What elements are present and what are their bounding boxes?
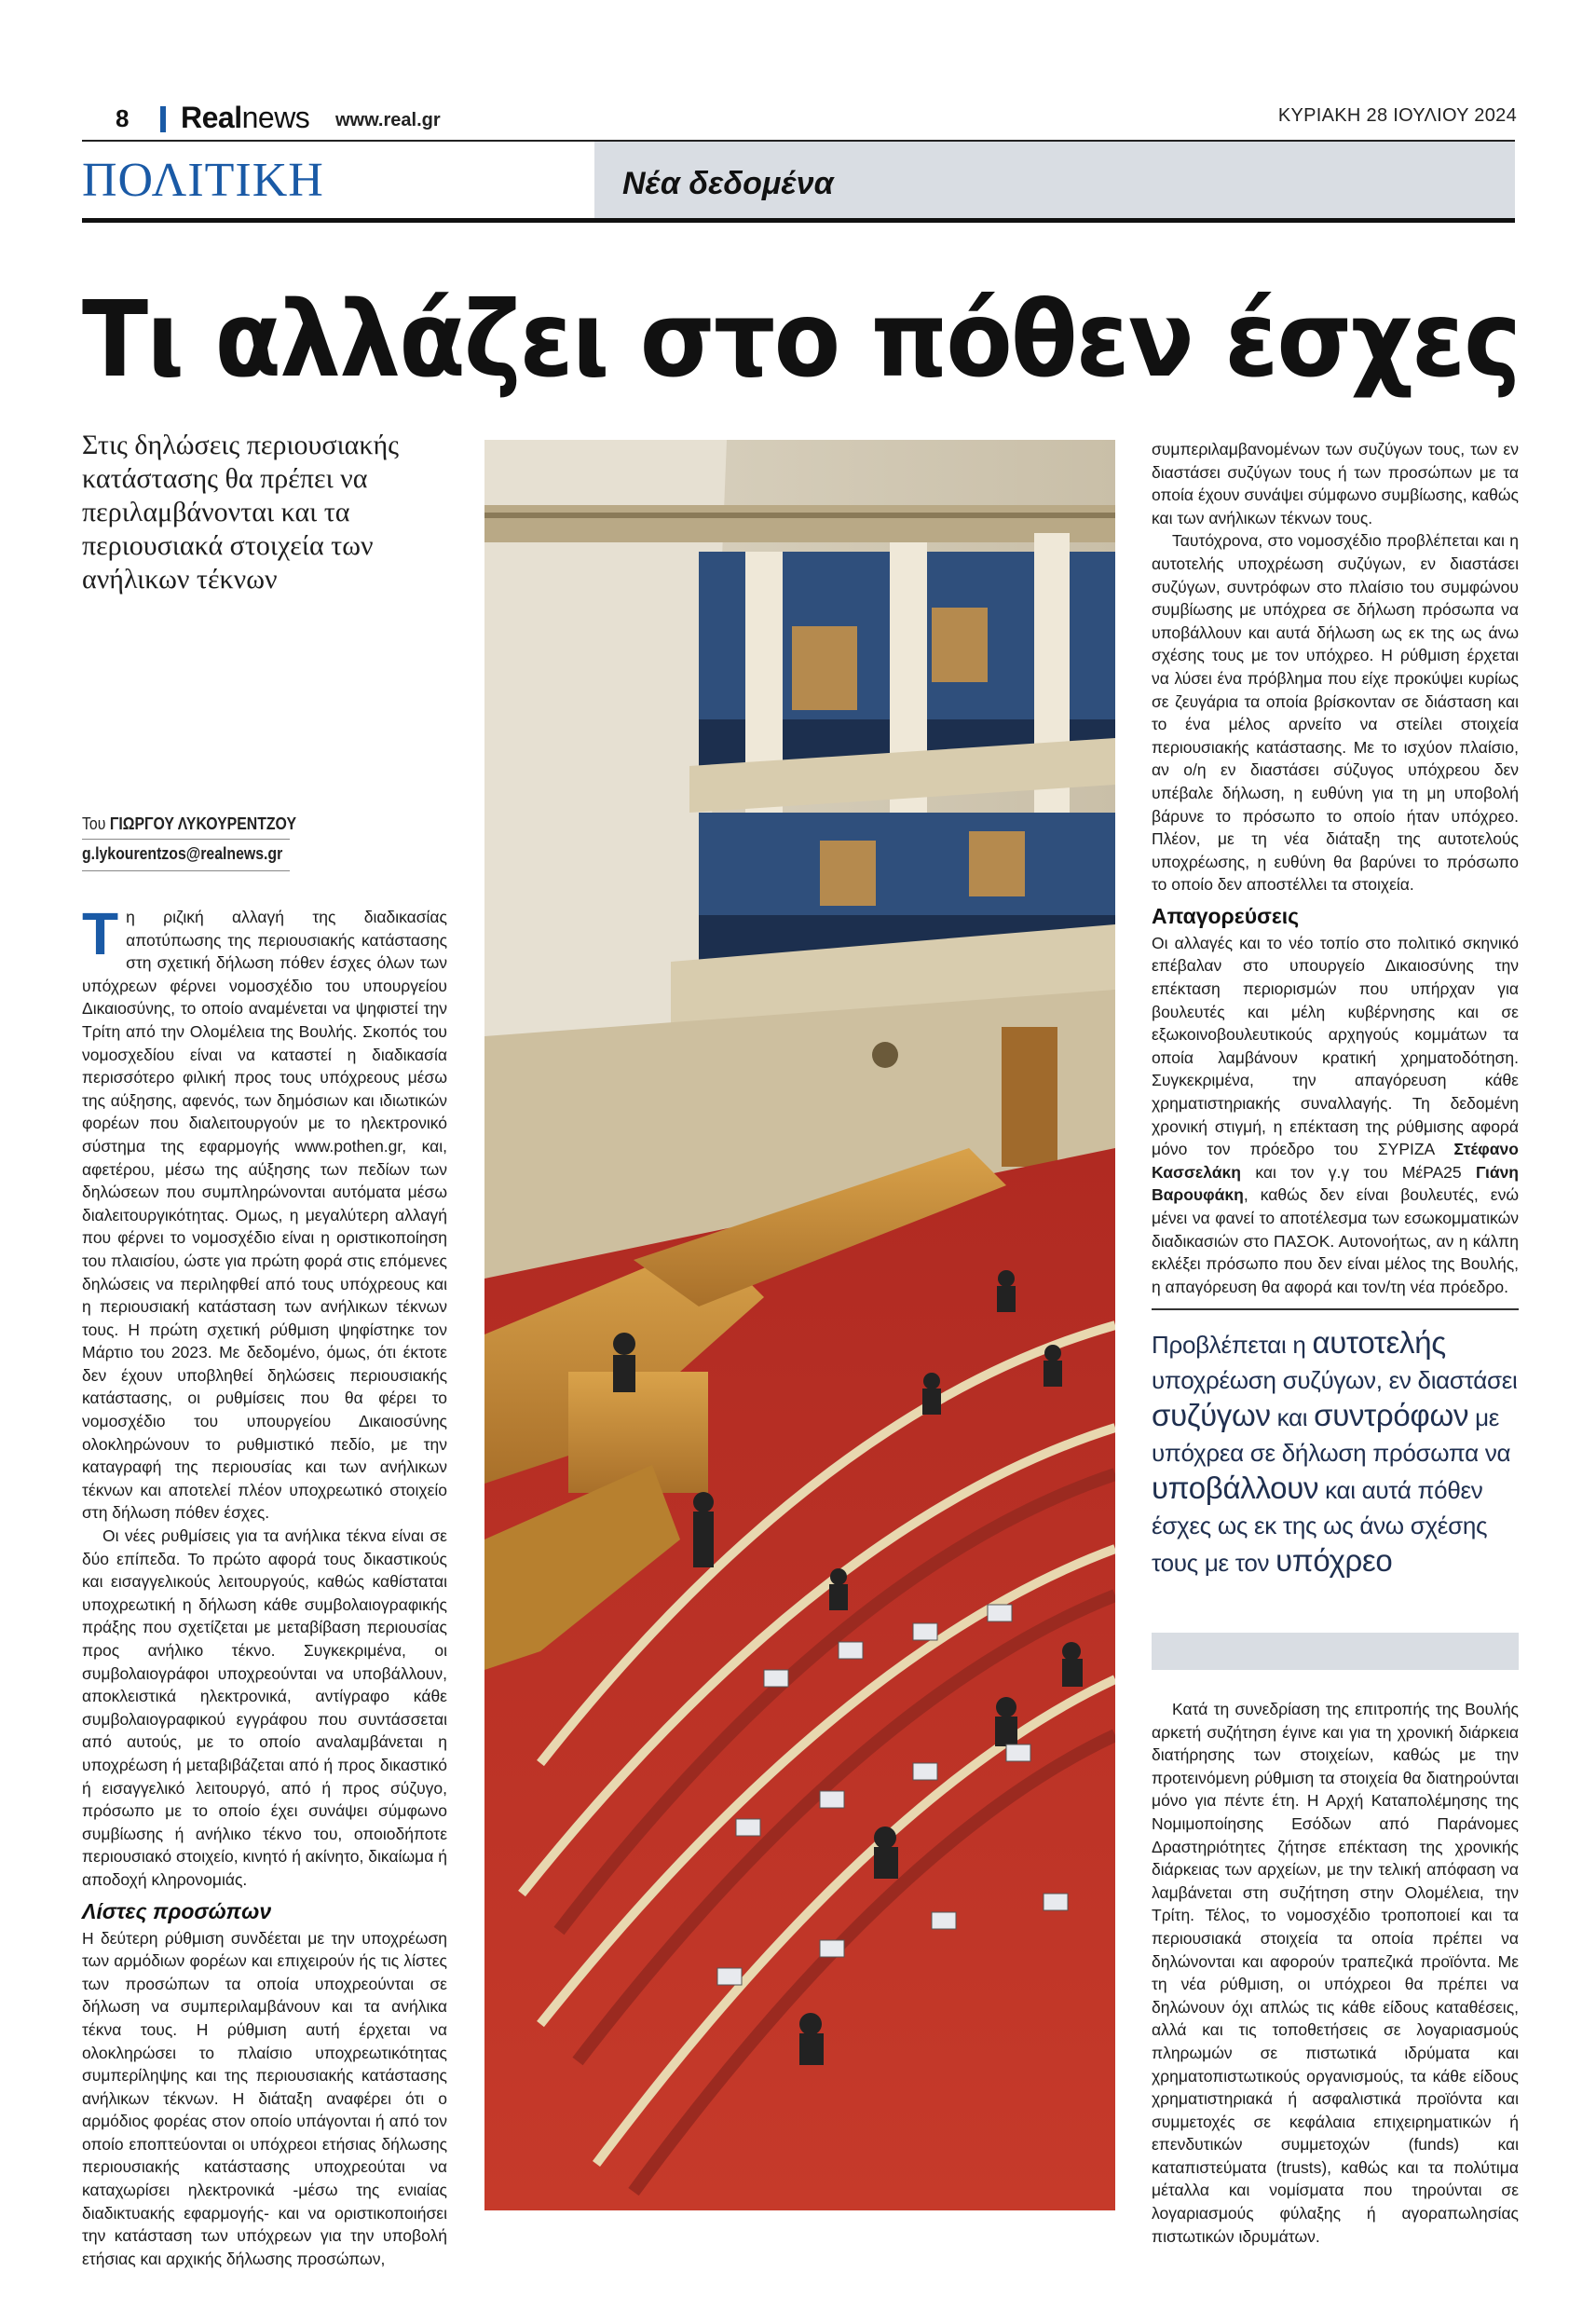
drop-cap: Τ: [82, 900, 119, 967]
pullquote-emphasis: συζύγων: [1152, 1398, 1271, 1432]
brand-logo-bold: Real: [181, 101, 242, 134]
email-divider: [82, 870, 290, 871]
paragraph: Οι νέες ρυθμίσεις για τα ανήλικα τέκνα είναι σε δύο επίπεδα. Το πρώτο αφορά τους δικαστικούς και εισαγγελικούς λειτουργούς, καθώς καθίσταται υποχρεωτική η δήλωση κάθε συμβολαιογραφικής πράξης που σχετίζεται με μεταβίβαση περιουσίας προς ανήλικο τέκνο. Συγκεκριμένα, οι συμβολαιογράφοι υποχρεούνται να υποβάλλουν, αποκλειστικά ηλεκτρονικά, αντίγραφο κάθε συμβολαιογραφικού εγγράφου που συντάσσεται από αυτούς, με το οποίο αναλαμβάνεται η υποχρέωση ή μεταβιβάζεται από ή προς δικαστικό ή εισαγγελικό λειτουργό, από ή προς σύζυγο, πρόσωπο με το οποίο έχει συνάψει σύμφωνο συμβίωσης ή ανήλικο τέκνο του, οποιοδήποτε περιουσιακό στοιχείο, κινητό ή ακίνητο, δικαίωμα ή αποδοχή κληρονομιάς.: [82, 1526, 447, 1889]
page-number: 8: [116, 104, 130, 132]
issue-date: ΚΥΡΙΑΚΗ 28 ΙΟΥΛΙΟΥ 2024: [1277, 105, 1517, 126]
pullquote-text: και αυτά πόθεν έσχες ως εκ της ως άνω σχέσης τους με τον: [1152, 1476, 1488, 1577]
subheading-lists: Λίστες προσώπων: [82, 1898, 272, 1923]
parliament-photo: [484, 440, 1115, 2210]
byline: [82, 814, 296, 834]
paragraph-text: Οι αλλαγές και το νέο τοπίο στο πολιτικό σκηνικό επέβαλαν στο υπουργείο Δικαιοσύνης την επέκταση περιορισμών που υπήρχαν για βουλευτές και μέλη κυβέρνησης και σε εξωκοινοβουλευτικούς αρχηγούς κομμάτων τα οποία λαμβάνουν κρατική χρηματοδότηση. Συγκεκριμένα, την απαγόρευση κάθε χρηματιστηριακής συναλλαγής. Τη δεδομένη χρονική στιγμή, η επέκταση της ρύθμισης αφορά μόνο τον πρόεδρο του ΣΥΡΙΖΑ: [1152, 933, 1519, 1159]
pullquote-emphasis: συντρόφων: [1314, 1398, 1469, 1432]
paragraph: συμπεριλαμβανομένων των συζύγων τους, των εν διαστάσει συζύγων τους ή των προσώπων με τα οποία έχουν συνάψει σύμφωνο συμβίωσης, καθώς και των ανήλικων τέκνων τους.: [1152, 440, 1519, 527]
paragraph-text: και τον γ.γ του ΜέΡΑ25: [1255, 1162, 1462, 1182]
byline-prefix: Του: [82, 814, 106, 833]
paragraph: Η δεύτερη ρύθμιση συνδέεται με την υποχρέωση των αρμόδιων φορέων και επιχειρούν ής τις λίστες των προσώπων τα οποία υποχρεούνται σε δήλωση να συμπεριλαμβάνουν και τα ανήλικα τέκνα τους. Η ρύθμιση αυτή έρχεται να ολοκληρώσει το πλαίσιο υποχρεωτικότητας συμπερίληψης και της περιουσιακής κατάστασης ανήλικων τέκνων. Η διάταξη αναφέρει ότι ο αρμόδιος φορέας στον οποίο υπάγονται ή από τον οποίο εποπτεύονται οι υπόχρεοι ετήσιας δήλωσης περιουσιακής κατάστασης υποχρεούται να καταχωρίσει ηλεκτρονικά -μέσω της ενιαίας διαδικτυακής εφαρμογής- και να οριστικοποιήσει την κατάσταση των υπόχρεων για την υποβολή ετήσιας και αρχικής δήλωσης προσώπων,: [82, 1928, 447, 2268]
pullquote-bar: [1152, 1633, 1519, 1670]
person-name: Στέφανο Κασσελάκη: [1152, 1140, 1519, 1182]
pullquote-rule: [1152, 1308, 1519, 1310]
kicker-text: Νέα δεδομένα: [622, 166, 834, 201]
headline: Τι αλλάζει στο πόθεν έσχες: [82, 280, 1520, 401]
pullquote-emphasis: υπόχρεο: [1275, 1543, 1393, 1578]
paragraph: Κατά τη συνεδρίαση της επιτροπής της Βουλής αρκετή συζήτηση έγινε και για τη χρονική διάρκεια διατήρησης των στοιχείων, καθώς με την προτεινόμενη ρύθμιση τα στοιχεία θα διατηρούνται μόνο για πέντε έτη. Η Αρχή Καταπολέμησης της Νομιμοποίησης Εσόδων από Παράνομες Δραστηριότητες ζήτησε επέκταση της χρονικής διάρκειας των αρχείων, με την τελική απόφαση να λαμβάνεται στη συζήτηση στην Ολομέλεια, την Τρίτη. Τέλος, το νομοσχέδιο τροποποιεί και τα περιουσιακά στοιχεία τα οποία πρέπει να δηλώνονται και αφορούν τραπεζικά προϊόντα. Με τη νέα ρύθμιση, οι υπόχρεοι θα πρέπει να δηλώνουν όχι απλώς τις κάθε είδους καταθέσεις, αλλά και τις τοποθετήσεις σε λογαριασμούς πληρωμών σε πιστωτικά ιδρύματα και χρηματοπιστωτικούς οργανισμούς, τα κάθε είδους χρηματιστηριακά ή ασφαλιστικά προϊόντα και συμμετοχές σε κεφάλαια επιχειρηματικών ή επενδυτικών συμμετοχών (funds) και καταπιστεύματα (trusts), καθώς και τα πολύτιμα μέταλλα και νομίσματα που τηρούνται σε λογαριασμούς φύλαξης ή αγοραπωλησίας πιστωτικών ιδρυμάτων.: [1152, 1700, 1519, 2246]
paragraph-text: , καθώς δεν είναι βουλευτές, ενώ μένει να φανεί το αποτέλεσμα των εσωκομματικών διαδικασιών στο ΠΑΣΟΚ. Αυτονοήτως, αν η κάλπη εκλέξει πρόσωπο που δεν είναι μέλος της Βουλής, η απαγόρευση θα αφορά και τον/τη νέα πρόεδρο.: [1152, 1185, 1519, 1296]
pullquote-text: και: [1270, 1403, 1315, 1431]
section-title: ΠΟΛΙΤΙΚΗ: [82, 154, 324, 207]
pullquote-text: με υπόχρεα σε δήλωση πρόσωπα να: [1152, 1403, 1511, 1467]
parliament-photo-illustration: [484, 440, 1115, 2210]
brand-logo-light: news: [241, 101, 310, 134]
pullquote-text: υποχρέωση συζύγων, εν διαστάσει: [1152, 1366, 1518, 1394]
brand-url: www.real.gr: [335, 110, 441, 130]
pullquote-emphasis: αυτοτελής: [1312, 1325, 1446, 1360]
header-bottom-rule: [82, 218, 1515, 223]
brand-logo: [181, 101, 309, 135]
author-email: g.lykourentzos@realnews.gr: [82, 844, 283, 863]
paragraph: [1152, 932, 1519, 1299]
pullquote-text: Προβλέπεται η: [1152, 1331, 1313, 1359]
brand-divider: [160, 106, 166, 132]
paragraph-text: η ριζική αλλαγή της διαδικασίας αποτύπωσης της περιουσιακής κατάστασης στη σχετική δήλωση πόθεν έσχες όλων των υπόχρεων φέρνει νομοσχέδιο του υπουργείου Δικαιοσύνης, το οποίο αναμένεται να ψηφιστεί την Τρίτη από την Ολομέλεια της Βουλής. Σκοπός του νομοσχεδίου είναι να καταστεί η διαδικασία περισσότερο φιλική προς τους υπόχρεους μέσω της αύξησης, αφενός, των δημόσιων και ιδιωτικών φορέων που διαλειτουργούν με το ηλεκτρονικό σύστημα της εφαρμογής www.pothen.gr, και, αφετέρου, μέσω της αύξησης των πεδίων των δηλώσεων που συμπληρώνονται αυτόματα μέσω διαλειτουργικότητας. Ομως, η μεγαλύτερη αλλαγή που φέρνει το νομοσχέδιο είναι η οριστικοποίηση του πλαισίου, ώστε για πρώτη φορά στις επόμενες δηλώσεις να περιληφθεί από τους υπόχρεους και η περιουσιακή κατάσταση των ανήλικων τέκνων τους. Η πρώτη σχετική ρύθμιση ψηφίστηκε τον Μάρτιο του 2023. Με δεδομένο, όμως, ότι έκτοτε δεν έχουν υποβληθεί δηλώσεις περιουσιακής κατάστασης, οι ρυθμίσεις που θα φέρει το νομοσχέδιο του υπουργείου Δικαιοσύνης ολοκληρώνουν το ρυθμιστικό πεδίο, με την καταγραφή της περιουσίας και των ανήλικων τέκνων και αποτελεί πλέον υποχρεωτικό στοιχείο στη δήλωση πόθεν έσχες.: [82, 908, 447, 1523]
pullquote: [1152, 1325, 1524, 1580]
paragraph: [82, 900, 447, 1525]
pullquote-emphasis: υποβάλλουν: [1152, 1471, 1319, 1505]
paragraph: Ταυτόχρονα, στο νομοσχέδιο προβλέπεται και η αυτοτελής υποχρέωση συζύγων, εν διαστάσει συζύγων, συντρόφων στο πλαίσιο του συμφώνου συμβίωσης με υπόχρεα σε δήλωση πρόσωπα να υποβάλλουν και αυτά δήλωση ως εκ της ως άνω σχέσης τους με τον υπόχρεο. Η ρύθμιση έρχεται να λύσει ένα πρόβλημα που είχε προκύψει κυρίως σε ζευγάρια τα οποία βρίσκονταν σε διάσταση και το ένα μέλος αρνείτο να στείλει στοιχεία περιουσιακής κατάστασης. Με το ισχύον πλαίσιο, αν ο/η εν διαστάσει σύζυγος υπόχρεου δεν υπέβαλε δήλωση, η ευθύνη για τη μη υποβολή βάρυνε το πρόσωπο το οποίο ήταν υπόχρεο. Πλέον, με τη νέα διάταξη της αυτοτελούς υποχρέωσης, η ευθύνη θα βαρύνει το πρόσωπο το οποίο δεν αποστέλλει τα στοιχεία.: [1152, 531, 1519, 895]
byline-divider: [82, 839, 290, 840]
standfirst: Στις δηλώσεις περιουσιακής κατάστασης θα πρέπει να περιλαμβάνονται και τα περιουσιακά στοιχεία των ανήλικων τέκνων: [82, 430, 400, 595]
body-column-1: [82, 900, 447, 2270]
body-column-3: [1152, 438, 1519, 1298]
byline-author: ΓΙΩΡΓΟΥ ΛΥΚΟΥΡΕΝΤΖΟΥ: [109, 814, 297, 833]
body-column-3-continued: [1152, 1698, 1519, 2248]
person-name: Γιάνη Βαρουφάκη: [1152, 1162, 1519, 1205]
subheading-prohibitions: Απαγορεύσεις: [1152, 903, 1300, 928]
